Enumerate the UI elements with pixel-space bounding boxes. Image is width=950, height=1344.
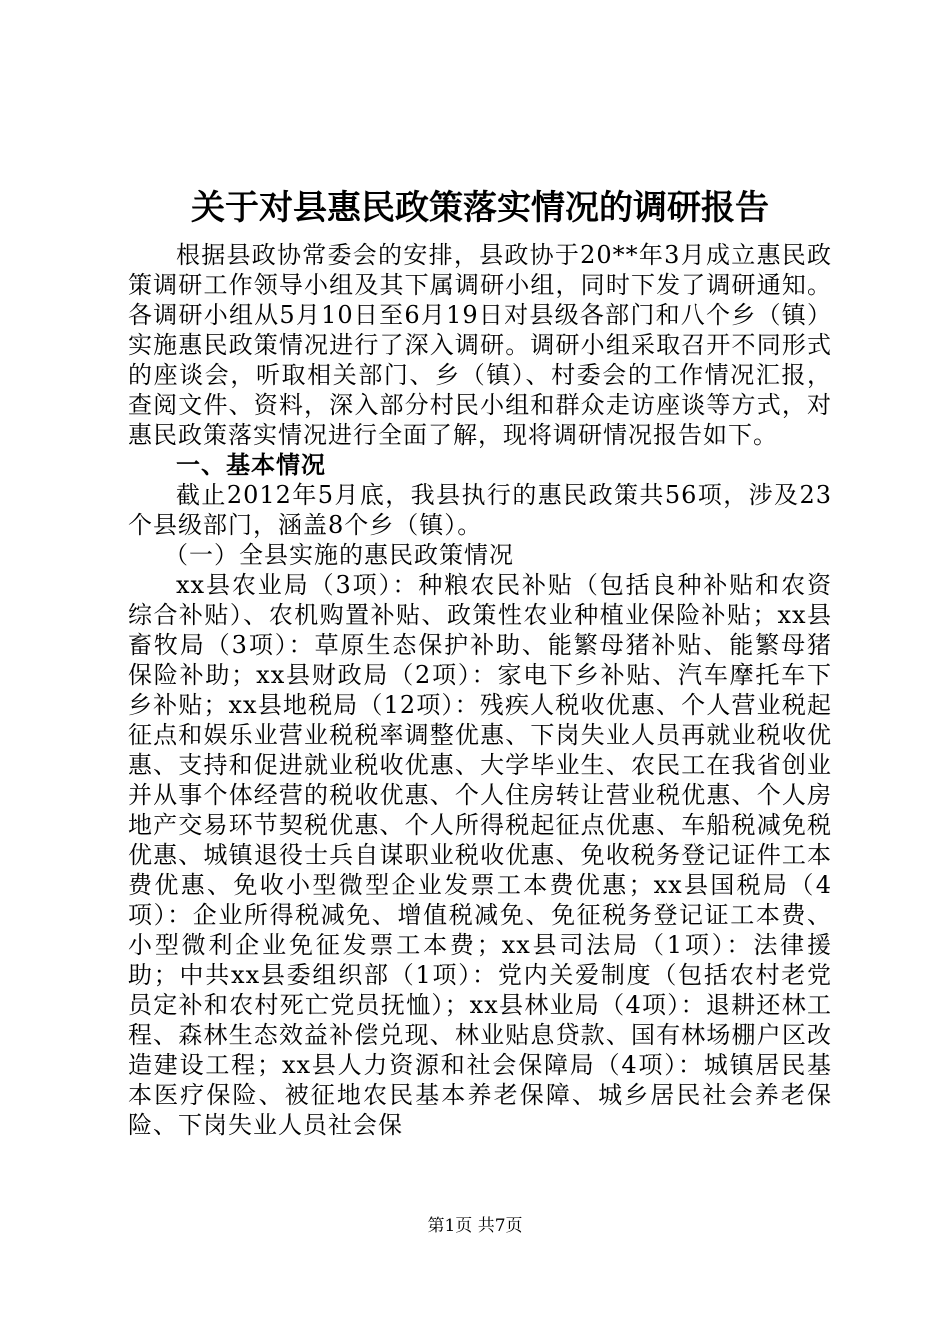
page-footer: 第1页 共7页 [427, 1216, 523, 1236]
section-heading-basic-situation: 一、基本情况 [176, 451, 326, 479]
document-page [128, 180, 832, 1140]
document-title: 关于对县惠民政策落实情况的调研报告 [191, 188, 769, 228]
basic-situation-paragraph: 截止2012年5月底，我县执行的惠民政策共56项，涉及23个县级部门，涵盖8个乡（镇）。 [128, 481, 832, 539]
intro-paragraph: 根据县政协常委会的安排，县政协于20**年3月成立惠民政策调研工作领导小组及其下属调研小组，同时下发了调研通知。各调研小组从5月10日至6月19日对县级各部门和八个乡（镇）实施惠民政策情况进行了深入调研。调研小组采取召开不同形式的座谈会，听取相关部门、乡（镇）、村委会的工作情况汇报，查阅文件、资料，深入部分村民小组和群众走访座谈等方式，对惠民政策落实情况进行全面了解，现将调研情况报告如下。 [128, 241, 832, 449]
policies-paragraph: xx县农业局（3项）：种粮农民补贴（包括良种补贴和农资综合补贴）、农机购置补贴、政策性农业种植业保险补贴；xx县畜牧局（3项）：草原生态保护补助、能繁母猪补贴、能繁母猪保险补助；xx县财政局（2项）：家电下乡补贴、汽车摩托车下乡补贴；xx县地税局（12项）：残疾人税收优惠、个人营业税起征点和娱乐业营业税税率调整优惠、下岗失业人员再就业税收优惠、支持和促进就业税收优惠、大学毕业生、农民工在我省创业并从事个体经营的税收优惠、个人住房转让营业税优惠、个人房地产交易环节契税优惠、个人所得税起征点优惠、车船税减免税优惠、城镇退役士兵自谋职业税收优惠、免收税务登记证件工本费优惠、免收小型微型企业发票工本费优惠；xx县国税局（4项）：企业所得税减免、增值税减免、免征税务登记证工本费、小型微利企业免征发票工本费；xx县司法局（1项）：法律援助；中共xx县委组织部（1项）：党内关爱制度（包括农村老党员定补和农村死亡党员抚恤）；xx县林业局（4项）：退耕还林工程、森林生态效益补偿兑现、林业贴息贷款、国有林场棚户区改造建设工程；xx县人力资源和社会保障局（4项）：城镇居民基本医疗保险、被征地农民基本养老保障、城乡居民社会养老保险、下岗失业人员社会保 [128, 571, 832, 1139]
subsection-heading-policies: （一）全县实施的惠民政策情况 [164, 541, 514, 569]
